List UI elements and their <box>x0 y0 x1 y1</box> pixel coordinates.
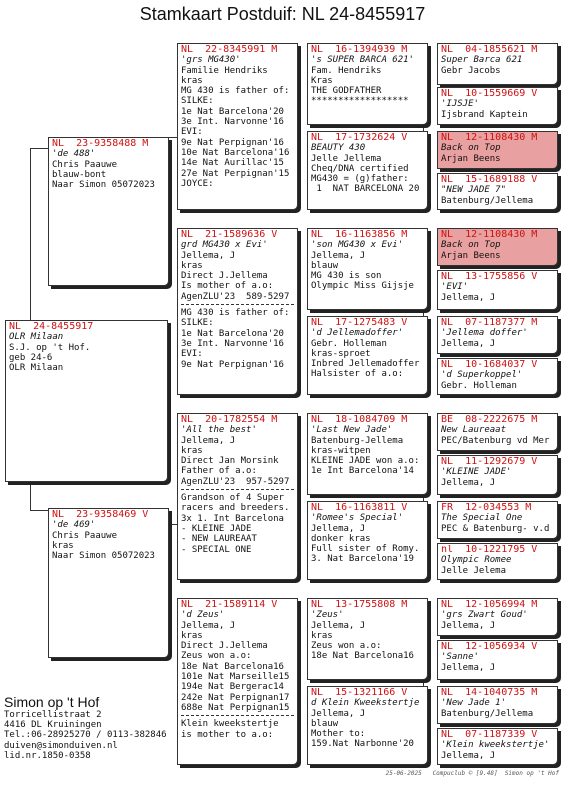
card-line: racers and breeders. <box>181 503 290 514</box>
pigeon-card-mf[interactable] <box>177 413 298 580</box>
footer-credit: 25-06-2025 Compuclub © [9.48] Simon op 't Hof <box>385 770 559 777</box>
card-line: kras <box>311 630 333 641</box>
pigeon-card-g3[interactable] <box>437 131 558 169</box>
pigeon-card-g11[interactable] <box>437 501 558 539</box>
pigeon-name: 'EVI' <box>441 282 469 293</box>
card-line: 18e Nat Barcelona16 <box>181 661 284 672</box>
ring-number: NL 17-1732624 V <box>311 133 408 143</box>
ring-number: NL 10-1684037 V <box>441 360 538 370</box>
pigeon-card-g16[interactable] <box>437 728 558 765</box>
pigeon-card-main[interactable] <box>5 320 168 482</box>
card-line: blauw <box>311 718 339 729</box>
card-line: Zeus won a.o: <box>181 651 252 662</box>
pigeon-card-mother[interactable] <box>48 508 169 658</box>
card-line: 1 NAT BARCELONA 20 <box>311 184 420 195</box>
card-line: Olympic Miss Gijsje <box>311 281 414 292</box>
card-line: Inbred Jellemadoffer <box>311 359 420 370</box>
ring-number: NL 16-1163811 V <box>311 503 408 513</box>
pigeon-card-g1[interactable] <box>437 43 558 85</box>
card-line: ****************** <box>311 96 409 107</box>
card-line: geb 24-6 <box>9 352 53 363</box>
card-line: 27e Nat Perpignan'15 <box>181 168 290 179</box>
card-line: AgenZLU'23 589-5297 <box>181 291 290 302</box>
card-line: kras <box>181 445 203 456</box>
pigeon-name: 'd Zeus' <box>181 610 225 621</box>
card-line: Jellema, J <box>441 477 496 488</box>
card-line: OLR Milaan <box>9 363 64 374</box>
card-line: Full sister of Romy. <box>311 544 420 555</box>
card-line: 159.Nat Narbonne'20 <box>311 739 414 750</box>
pigeon-card-mmm[interactable] <box>307 686 428 765</box>
pigeon-card-fm[interactable] <box>177 228 298 395</box>
card-line: 242e Nat Perpignan17 <box>181 692 290 703</box>
pigeon-name: New Laureaat <box>441 425 507 436</box>
card-line: Cheq/DNA certified <box>311 163 409 174</box>
pigeon-name: 'KLEINE JADE' <box>441 467 512 478</box>
card-line: Kras <box>311 75 333 86</box>
pigeon-card-g2[interactable] <box>437 87 558 125</box>
pigeon-name: 'de 488' <box>52 149 96 160</box>
card-line: MG 430 is son <box>311 271 382 282</box>
pigeon-card-fmf[interactable] <box>307 228 428 310</box>
pigeon-card-mmf[interactable] <box>307 598 428 680</box>
card-line: 194e Nat Bergerac14 <box>181 682 284 693</box>
pigeon-name: 'grs MG430' <box>181 55 241 66</box>
pigeon-name: 'Klein kweekstertje' <box>441 740 550 751</box>
card-line: kras-sproet <box>311 348 371 359</box>
card-line: MG 430 is father of: <box>181 308 290 319</box>
card-line: 9e Nat Perpignan'16 <box>181 359 284 370</box>
pigeon-card-mm[interactable] <box>177 598 298 765</box>
card-line: 3e Int. Narvonne'16 <box>181 117 284 128</box>
pigeon-name: Olympic Romee <box>441 555 512 566</box>
card-line: 18e Nat Barcelona16 <box>311 651 414 662</box>
card-line: Gebr. Holleman <box>311 338 387 349</box>
pigeon-card-g9[interactable] <box>437 413 558 451</box>
owner-email: duiven@simonduiven.nl <box>4 740 118 751</box>
card-line: Direct J.Jellema <box>181 641 268 652</box>
card-line: Naar Simon 05072023 <box>52 180 155 191</box>
owner-city: 4416 DL Kruiningen <box>4 720 102 731</box>
pigeon-card-g13[interactable] <box>437 598 558 636</box>
ring-number: NL 23-9358469 V <box>52 510 149 520</box>
card-separator <box>181 489 294 490</box>
ring-number: NL 16-1163856 M <box>311 230 408 240</box>
card-line: Direct J.Jellema <box>181 271 268 282</box>
card-line: 3e Int. Narvonne'16 <box>181 338 284 349</box>
card-line: SILKE: <box>181 318 214 329</box>
card-line: EVI: <box>181 127 203 138</box>
card-line: 688e Nat Perpignan15 <box>181 702 290 713</box>
card-line: Klein kweekstertje <box>181 719 279 730</box>
card-line: Jellema, J <box>441 292 496 303</box>
card-line: PEC/Batenburg vd Mer <box>441 435 550 446</box>
card-line: Gebr. Holleman <box>441 380 517 391</box>
card-line: Father of a.o: <box>181 466 257 477</box>
card-line: Is mother of a.o: <box>181 281 274 292</box>
pigeon-name: "NEW JADE 7" <box>441 185 507 196</box>
pigeon-card-mff[interactable] <box>307 413 428 495</box>
pigeon-name: 'All the best' <box>181 425 257 436</box>
ring-number: NL 13-1755856 V <box>441 272 538 282</box>
card-line: 101e Nat Marseille15 <box>181 672 290 683</box>
card-line: 10e Nat Barcelona'16 <box>181 147 290 158</box>
pigeon-name: 'Last New Jade' <box>311 425 393 436</box>
ring-number: NL 18-1084709 M <box>311 415 408 425</box>
ring-number: NL 12-1108430 M <box>441 133 538 143</box>
connector <box>30 482 31 510</box>
card-line: AgenZLU'23 957-5297 <box>181 476 290 487</box>
pigeon-name: 'Jellema doffer' <box>441 328 528 339</box>
pigeon-card-ff[interactable] <box>177 43 298 210</box>
ring-number: NL 22-8345991 M <box>181 45 278 55</box>
card-line: Jelle Jelema <box>441 565 507 576</box>
card-line: Zeus won a.o: <box>311 641 382 652</box>
card-separator <box>181 715 294 716</box>
pigeon-name: 'grs Zwart Goud' <box>441 610 528 621</box>
card-line: 1e Nat Barcelona'20 <box>181 328 284 339</box>
pigeon-card-g14[interactable] <box>437 640 558 680</box>
pigeon-name: The Special One <box>441 513 523 524</box>
card-line: donker kras <box>311 533 371 544</box>
card-line: - NEW LAUREAAT <box>181 534 257 545</box>
card-line: - KLEINE JADE <box>181 523 252 534</box>
pigeon-card-ffm[interactable] <box>307 131 428 210</box>
card-line: kras-witpen <box>311 445 371 456</box>
ring-number: NL 07-1187339 V <box>441 730 538 740</box>
ring-number: NL 13-1755808 M <box>311 600 408 610</box>
card-line: Jellema, J <box>441 662 496 673</box>
pigeon-card-father[interactable] <box>48 137 169 286</box>
pigeon-name: Back on Top <box>441 240 501 251</box>
ring-number: NL 15-1689188 V <box>441 175 538 185</box>
pigeon-name: BEAUTY 430 <box>311 143 366 154</box>
owner-street: Torricellistraat 2 <box>4 710 102 720</box>
ring-number: NL 20-1782554 M <box>181 415 278 425</box>
pigeon-card-g4[interactable] <box>437 173 558 210</box>
card-line: 3. Nat Barcelona'19 <box>311 554 414 565</box>
card-line: JOYCE: <box>181 178 214 189</box>
card-line: 3x 1. Int Barcelona <box>181 513 284 524</box>
pigeon-name: 'd Jellemadoffer' <box>311 328 404 339</box>
card-line: Arjan Beens <box>441 153 501 164</box>
pigeon-card-g15[interactable] <box>437 686 558 724</box>
card-line: Halsister of a.o: <box>311 369 404 380</box>
ring-number: NL 15-1321166 V <box>311 688 408 698</box>
pigeon-card-fmm[interactable] <box>307 316 428 395</box>
card-line: kras <box>181 630 203 641</box>
pigeon-card-g7[interactable] <box>437 316 558 354</box>
card-line: KLEINE JADE won a.o: <box>311 456 420 467</box>
pigeon-name: 'IJSJE' <box>441 99 479 110</box>
pigeon-name: 'd Superkoppel' <box>441 370 523 381</box>
ring-number: BE 08-2222675 M <box>441 415 538 425</box>
card-line: Jellema, J <box>441 750 496 761</box>
ring-number: NL 21-1589636 V <box>181 230 278 240</box>
ring-number: NL 12-1056934 V <box>441 642 538 652</box>
pigeon-name: 'de 469' <box>52 520 96 531</box>
card-line: EVI: <box>181 349 203 360</box>
ring-number: NL 07-1187377 M <box>441 318 538 328</box>
card-line: Grandson of 4 Super <box>181 493 284 504</box>
ring-number: NL 14-1040735 M <box>441 688 538 698</box>
pigeon-name: 'Sanne' <box>441 652 479 663</box>
card-line: 9e Nat Perpignan'16 <box>181 137 284 148</box>
ring-number: FR 12-034553 M <box>441 503 532 513</box>
card-line: Jellema, J <box>311 620 366 631</box>
card-line: kras <box>52 540 74 551</box>
pigeon-card-g5[interactable] <box>437 228 558 266</box>
ring-number: NL 12-1108430 M <box>441 230 538 240</box>
card-line: Jellema, J <box>311 708 366 719</box>
pigeon-name: d Klein Kweekstertje <box>311 698 420 709</box>
card-line: - SPECIAL ONE <box>181 544 252 555</box>
card-line: blauw-bont <box>52 169 107 180</box>
card-line: S.J. op 't Hof. <box>9 342 91 353</box>
card-line: Jellema, J <box>311 523 366 534</box>
owner-name: Simon op 't Hof <box>4 694 100 710</box>
pigeon-name: Super Barca 621 <box>441 55 523 66</box>
owner-phone: Tel.:06-28925270 / 0113-382846 <box>4 730 167 741</box>
card-line: kras <box>181 75 203 86</box>
card-line: 1e Int Barcelona'14 <box>311 466 414 477</box>
card-line: Fam. Hendriks <box>311 65 382 76</box>
card-line: Ijsbrand Kaptein <box>441 109 528 120</box>
pigeon-name: OLR Milaan <box>9 332 64 343</box>
card-line: 14e Nat Aurillac'15 <box>181 158 284 169</box>
card-line: Jellema, J <box>181 250 236 261</box>
card-line: Jelle Jellema <box>311 153 382 164</box>
card-line: Batenburg-Jellema <box>311 435 404 446</box>
ring-number: NL 12-1056994 M <box>441 600 538 610</box>
pigeon-card-g12[interactable] <box>437 543 558 580</box>
card-line: Mother to: <box>311 729 366 740</box>
card-line: MG 430 is father of: <box>181 86 290 97</box>
connector <box>30 510 50 511</box>
pigeon-name: 'Zeus' <box>311 610 344 621</box>
card-line: 1e Nat Barcelona'20 <box>181 106 284 117</box>
card-line: Batenburg/Jellema <box>441 708 534 719</box>
pigeon-name: 'Romee's Special' <box>311 513 404 524</box>
pigeon-card-mfm[interactable] <box>307 501 428 580</box>
card-line: THE GODFATHER <box>311 86 382 97</box>
ring-number: NL 11-1292679 V <box>441 457 538 467</box>
pigeon-card-g6[interactable] <box>437 270 558 310</box>
card-line: is mother to a.o: <box>181 729 274 740</box>
pigeon-name: Back on Top <box>441 143 501 154</box>
page-title: Stamkaart Postduif: NL 24-8455917 <box>139 4 426 24</box>
card-line: Chris Paauwe <box>52 530 118 541</box>
card-line: Jellema, J <box>181 620 236 631</box>
pigeon-card-fff[interactable] <box>307 43 428 125</box>
owner-member-number: lid.nr.1850-0358 <box>4 750 91 761</box>
card-line: Gebr Jacobs <box>441 65 501 76</box>
card-separator <box>181 304 294 305</box>
ring-number: NL 23-9358488 M <box>52 139 149 149</box>
card-line: Arjan Beens <box>441 250 501 261</box>
card-line: Jellema, J <box>311 250 366 261</box>
ring-number: NL 10-1559669 V <box>441 89 538 99</box>
card-line: Direct Jan Morsink <box>181 456 279 467</box>
card-line: Jellema, J <box>441 620 496 631</box>
card-line: Batenburg/Jellema <box>441 195 534 206</box>
card-line: kras <box>181 260 203 271</box>
ring-number: NL 21-1589114 V <box>181 600 278 610</box>
card-line: Familie Hendriks <box>181 65 268 76</box>
pigeon-name: 'New Jade 1' <box>441 698 507 709</box>
ring-number: NL 17-1275483 V <box>311 318 408 328</box>
ring-number: NL 04-1855621 M <box>441 45 538 55</box>
pigeon-name: 'son MG430 x Evi' <box>311 240 404 251</box>
pigeon-card-g10[interactable] <box>437 455 558 495</box>
connector <box>30 148 31 320</box>
card-line: blauw <box>311 260 339 271</box>
connector <box>30 148 50 149</box>
card-line: Jellema, J <box>441 338 496 349</box>
card-line: MG430 = (g)father: <box>311 174 409 185</box>
card-line: SILKE: <box>181 96 214 107</box>
card-line: Jellema, J <box>181 435 236 446</box>
pigeon-name: 's SUPER BARCA 621' <box>311 55 414 66</box>
ring-number: NL 24-8455917 <box>9 322 94 332</box>
card-line: Chris Paauwe <box>52 159 118 170</box>
pigeon-card-g8[interactable] <box>437 358 558 395</box>
card-line: PEC & Batenburg- v.d <box>441 523 550 534</box>
pigeon-name: grd MG430 x Evi' <box>181 240 268 251</box>
ring-number: NL 16-1394939 M <box>311 45 408 55</box>
card-line: Naar Simon 05072023 <box>52 551 155 562</box>
owner-info <box>4 694 167 761</box>
ring-number: nl 10-1221795 V <box>441 545 538 555</box>
